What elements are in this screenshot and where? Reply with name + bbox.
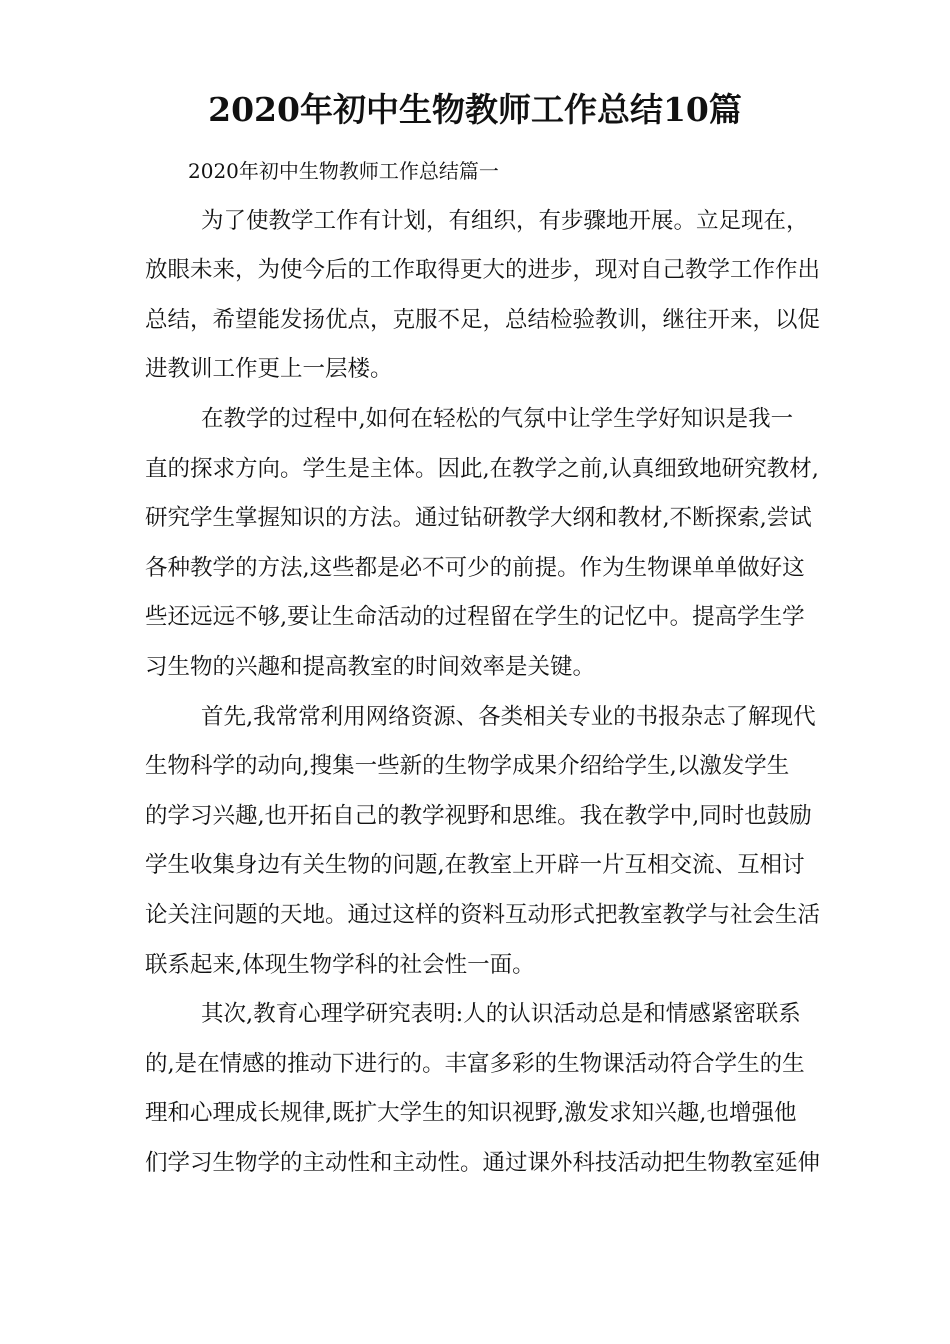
paragraph-line: 的,是在情感的推动下进行的。丰富多彩的生物课活动符合学生的生	[145, 1051, 805, 1077]
paragraph-line: 的学习兴趣,也开拓自己的教学视野和思维。我在教学中,同时也鼓励	[145, 803, 812, 829]
paragraph-line: 其次,教育心理学研究表明:人的认识活动总是和情感紧密联系	[201, 1001, 801, 1027]
paragraph-line: 进教训工作更上一层楼。	[145, 356, 393, 382]
paragraph-line: 学生收集身边有关生物的问题,在教室上开辟一片互相交流、互相讨	[145, 852, 805, 878]
paragraph-line: 首先,我常常利用网络资源、各类相关专业的书报杂志了解现代	[201, 704, 816, 730]
paragraph-line: 联系起来,体现生物学科的社会性一面。	[145, 952, 535, 978]
section-heading: 2020年初中生物教师工作总结篇一	[188, 159, 499, 183]
paragraph-line: 些还远远不够,要让生命活动的过程留在学生的记忆中。提高学生学	[145, 604, 805, 630]
document-title: 2020年初中生物教师工作总结10篇	[208, 90, 742, 129]
paragraph-line: 放眼未来，为使今后的工作取得更大的进步，现对自己教学工作作出	[145, 257, 821, 283]
paragraph-line: 研究学生掌握知识的方法。通过钻研教学大纲和教材,不断探索,尝试	[145, 505, 812, 531]
paragraph-line: 习生物的兴趣和提高教室的时间效率是关键。	[145, 654, 596, 680]
paragraph-line: 理和心理成长规律,既扩大学生的知识视野,激发求知兴趣,也增强他	[145, 1100, 797, 1126]
paragraph-line: 各种教学的方法,这些都是必不可少的前提。作为生物课单单做好这	[145, 555, 805, 581]
paragraph-line: 在教学的过程中,如何在轻松的气氛中让学生学好知识是我一	[201, 406, 794, 432]
paragraph-line: 总结，希望能发扬优点，克服不足，总结检验教训，继往开来，以促	[145, 307, 821, 333]
paragraph-line: 直的探求方向。学生是主体。因此,在教学之前,认真细致地研究教材,	[145, 456, 819, 482]
paragraph-line: 生物科学的动向,搜集一些新的生物学成果介绍给学生,以激发学生	[145, 753, 790, 779]
paragraph-line: 论关注问题的天地。通过这样的资料互动形式把教室教学与社会生活	[145, 902, 821, 928]
paragraph-line: 们学习生物学的主动性和主动性。通过课外科技活动把生物教室延伸	[145, 1150, 821, 1176]
paragraph-line: 为了使教学工作有计划，有组织，有步骤地开展。立足现在，	[201, 208, 809, 234]
